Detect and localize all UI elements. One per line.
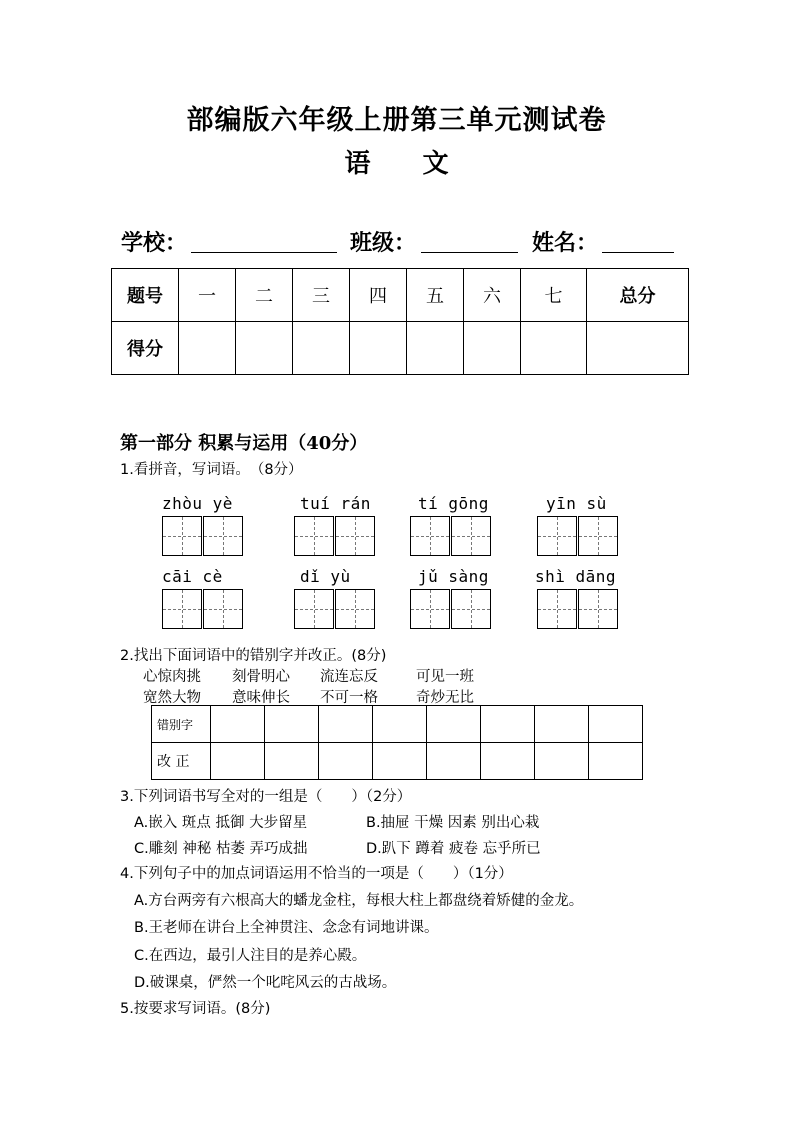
answer-cell[interactable] <box>211 743 265 780</box>
answer-cell[interactable] <box>535 743 589 780</box>
row-header: 得分 <box>112 322 179 375</box>
column-header: 三 <box>293 269 350 322</box>
column-header: 二 <box>236 269 293 322</box>
writing-grid-box[interactable] <box>335 589 375 629</box>
answer-cell[interactable] <box>265 706 319 743</box>
page-title: 部编版六年级上册第三单元测试卷 <box>186 105 607 136</box>
writing-grid-box[interactable] <box>578 589 618 629</box>
answer-cell[interactable] <box>427 706 481 743</box>
option-b[interactable]: B.王老师在讲台上全神贯注、念念有词地讲课。 <box>134 920 439 936</box>
writing-grid-box[interactable] <box>294 516 334 556</box>
score-cell[interactable] <box>464 322 521 375</box>
class-label: 班级： <box>350 230 417 256</box>
table-row <box>152 743 643 780</box>
answer-cell[interactable] <box>481 743 535 780</box>
question-4: 4.下列句子中的加点词语运用不恰当的一项是（ ）（1分） <box>120 866 513 882</box>
school-label: 学校： <box>121 230 188 256</box>
score-cell[interactable] <box>521 322 587 375</box>
name-label: 姓名： <box>532 230 599 256</box>
column-header: 五 <box>407 269 464 322</box>
answer-cell[interactable] <box>319 706 373 743</box>
pinyin-label: tuí rán <box>300 494 371 513</box>
writing-grid-box[interactable] <box>335 516 375 556</box>
writing-grid-box[interactable] <box>203 516 243 556</box>
table-row <box>112 269 689 322</box>
correction-table <box>151 705 643 780</box>
word-item: 奇炒无比 <box>416 690 474 706</box>
writing-grid-box[interactable] <box>410 589 450 629</box>
word-item: 流连忘反 <box>320 669 378 685</box>
option-c[interactable]: C.在西边，最引人注目的是养心殿。 <box>134 948 367 964</box>
writing-grid-box[interactable] <box>451 516 491 556</box>
answer-cell[interactable] <box>481 706 535 743</box>
pinyin-label: cāi cè <box>162 567 223 586</box>
column-header: 七 <box>521 269 587 322</box>
option-d[interactable]: D.趴下 蹲着 疲卷 忘乎所已 <box>366 841 541 857</box>
answer-cell[interactable] <box>211 706 265 743</box>
score-cell[interactable] <box>293 322 350 375</box>
section-heading: 第一部分 积累与运用（40分） <box>120 433 368 454</box>
name-field[interactable] <box>602 252 674 253</box>
pinyin-label: yīn sù <box>546 494 607 513</box>
option-d[interactable]: D.破课桌，俨然一个叱咤风云的古战场。 <box>134 975 397 991</box>
option-b[interactable]: B.抽屉 干燥 因素 别出心栽 <box>366 815 540 831</box>
question-5: 5.按要求写词语。(8分) <box>120 1001 271 1017</box>
pinyin-label: dǐ yù <box>300 567 351 586</box>
writing-grid-box[interactable] <box>410 516 450 556</box>
score-cell[interactable] <box>350 322 407 375</box>
answer-cell[interactable] <box>589 743 643 780</box>
school-field[interactable] <box>191 252 337 253</box>
class-field[interactable] <box>421 252 518 253</box>
pinyin-label: jǔ sàng <box>418 567 489 586</box>
answer-cell[interactable] <box>319 743 373 780</box>
writing-grid-box[interactable] <box>537 516 577 556</box>
score-cell[interactable] <box>587 322 689 375</box>
score-cell[interactable] <box>407 322 464 375</box>
pinyin-label: zhòu yè <box>162 494 233 513</box>
writing-grid-box[interactable] <box>294 589 334 629</box>
answer-cell[interactable] <box>535 706 589 743</box>
writing-grid-box[interactable] <box>203 589 243 629</box>
option-c[interactable]: C.雕刻 神秘 枯萎 弄巧成拙 <box>134 841 308 857</box>
word-item: 心惊肉挑 <box>143 669 201 685</box>
column-header: 六 <box>464 269 521 322</box>
writing-grid-box[interactable] <box>451 589 491 629</box>
answer-cell[interactable] <box>373 743 427 780</box>
question-1: 1.看拼音，写词语。 （8分） <box>120 462 303 478</box>
answer-cell[interactable] <box>373 706 427 743</box>
word-item: 可见一班 <box>416 669 474 685</box>
option-a[interactable]: A.嵌入 斑点 抵御 大步留星 <box>134 815 308 831</box>
word-item: 刻骨明心 <box>232 669 290 685</box>
pinyin-label: shì dāng <box>535 567 617 586</box>
word-item: 意味伸长 <box>232 690 290 706</box>
row-header: 错别字 <box>152 706 211 743</box>
option-a[interactable]: A.方台两旁有六根高大的蟠龙金柱，每根大柱上都盘绕着矫健的金龙。 <box>134 893 584 909</box>
table-row <box>112 322 689 375</box>
answer-cell[interactable] <box>427 743 481 780</box>
column-header: 总分 <box>587 269 689 322</box>
writing-grid-box[interactable] <box>537 589 577 629</box>
row-header: 题号 <box>112 269 179 322</box>
answer-cell[interactable] <box>589 706 643 743</box>
row-header: 改 正 <box>152 743 211 780</box>
table-row <box>152 706 643 743</box>
answer-cell[interactable] <box>265 743 319 780</box>
column-header: 四 <box>350 269 407 322</box>
score-table <box>111 268 689 375</box>
question-2: 2.找出下面词语中的错别字并改正。(8分) <box>120 648 387 664</box>
pinyin-label: tí gōng <box>418 494 489 513</box>
writing-grid-box[interactable] <box>578 516 618 556</box>
subject-title: 语 文 <box>344 149 449 179</box>
word-item: 宽然大物 <box>143 690 201 706</box>
question-3: 3.下列词语书写全对的一组是（ ）（2分） <box>120 789 412 805</box>
score-cell[interactable] <box>236 322 293 375</box>
score-cell[interactable] <box>179 322 236 375</box>
word-item: 不可一格 <box>320 690 378 706</box>
writing-grid-box[interactable] <box>162 589 202 629</box>
writing-grid-box[interactable] <box>162 516 202 556</box>
column-header: 一 <box>179 269 236 322</box>
